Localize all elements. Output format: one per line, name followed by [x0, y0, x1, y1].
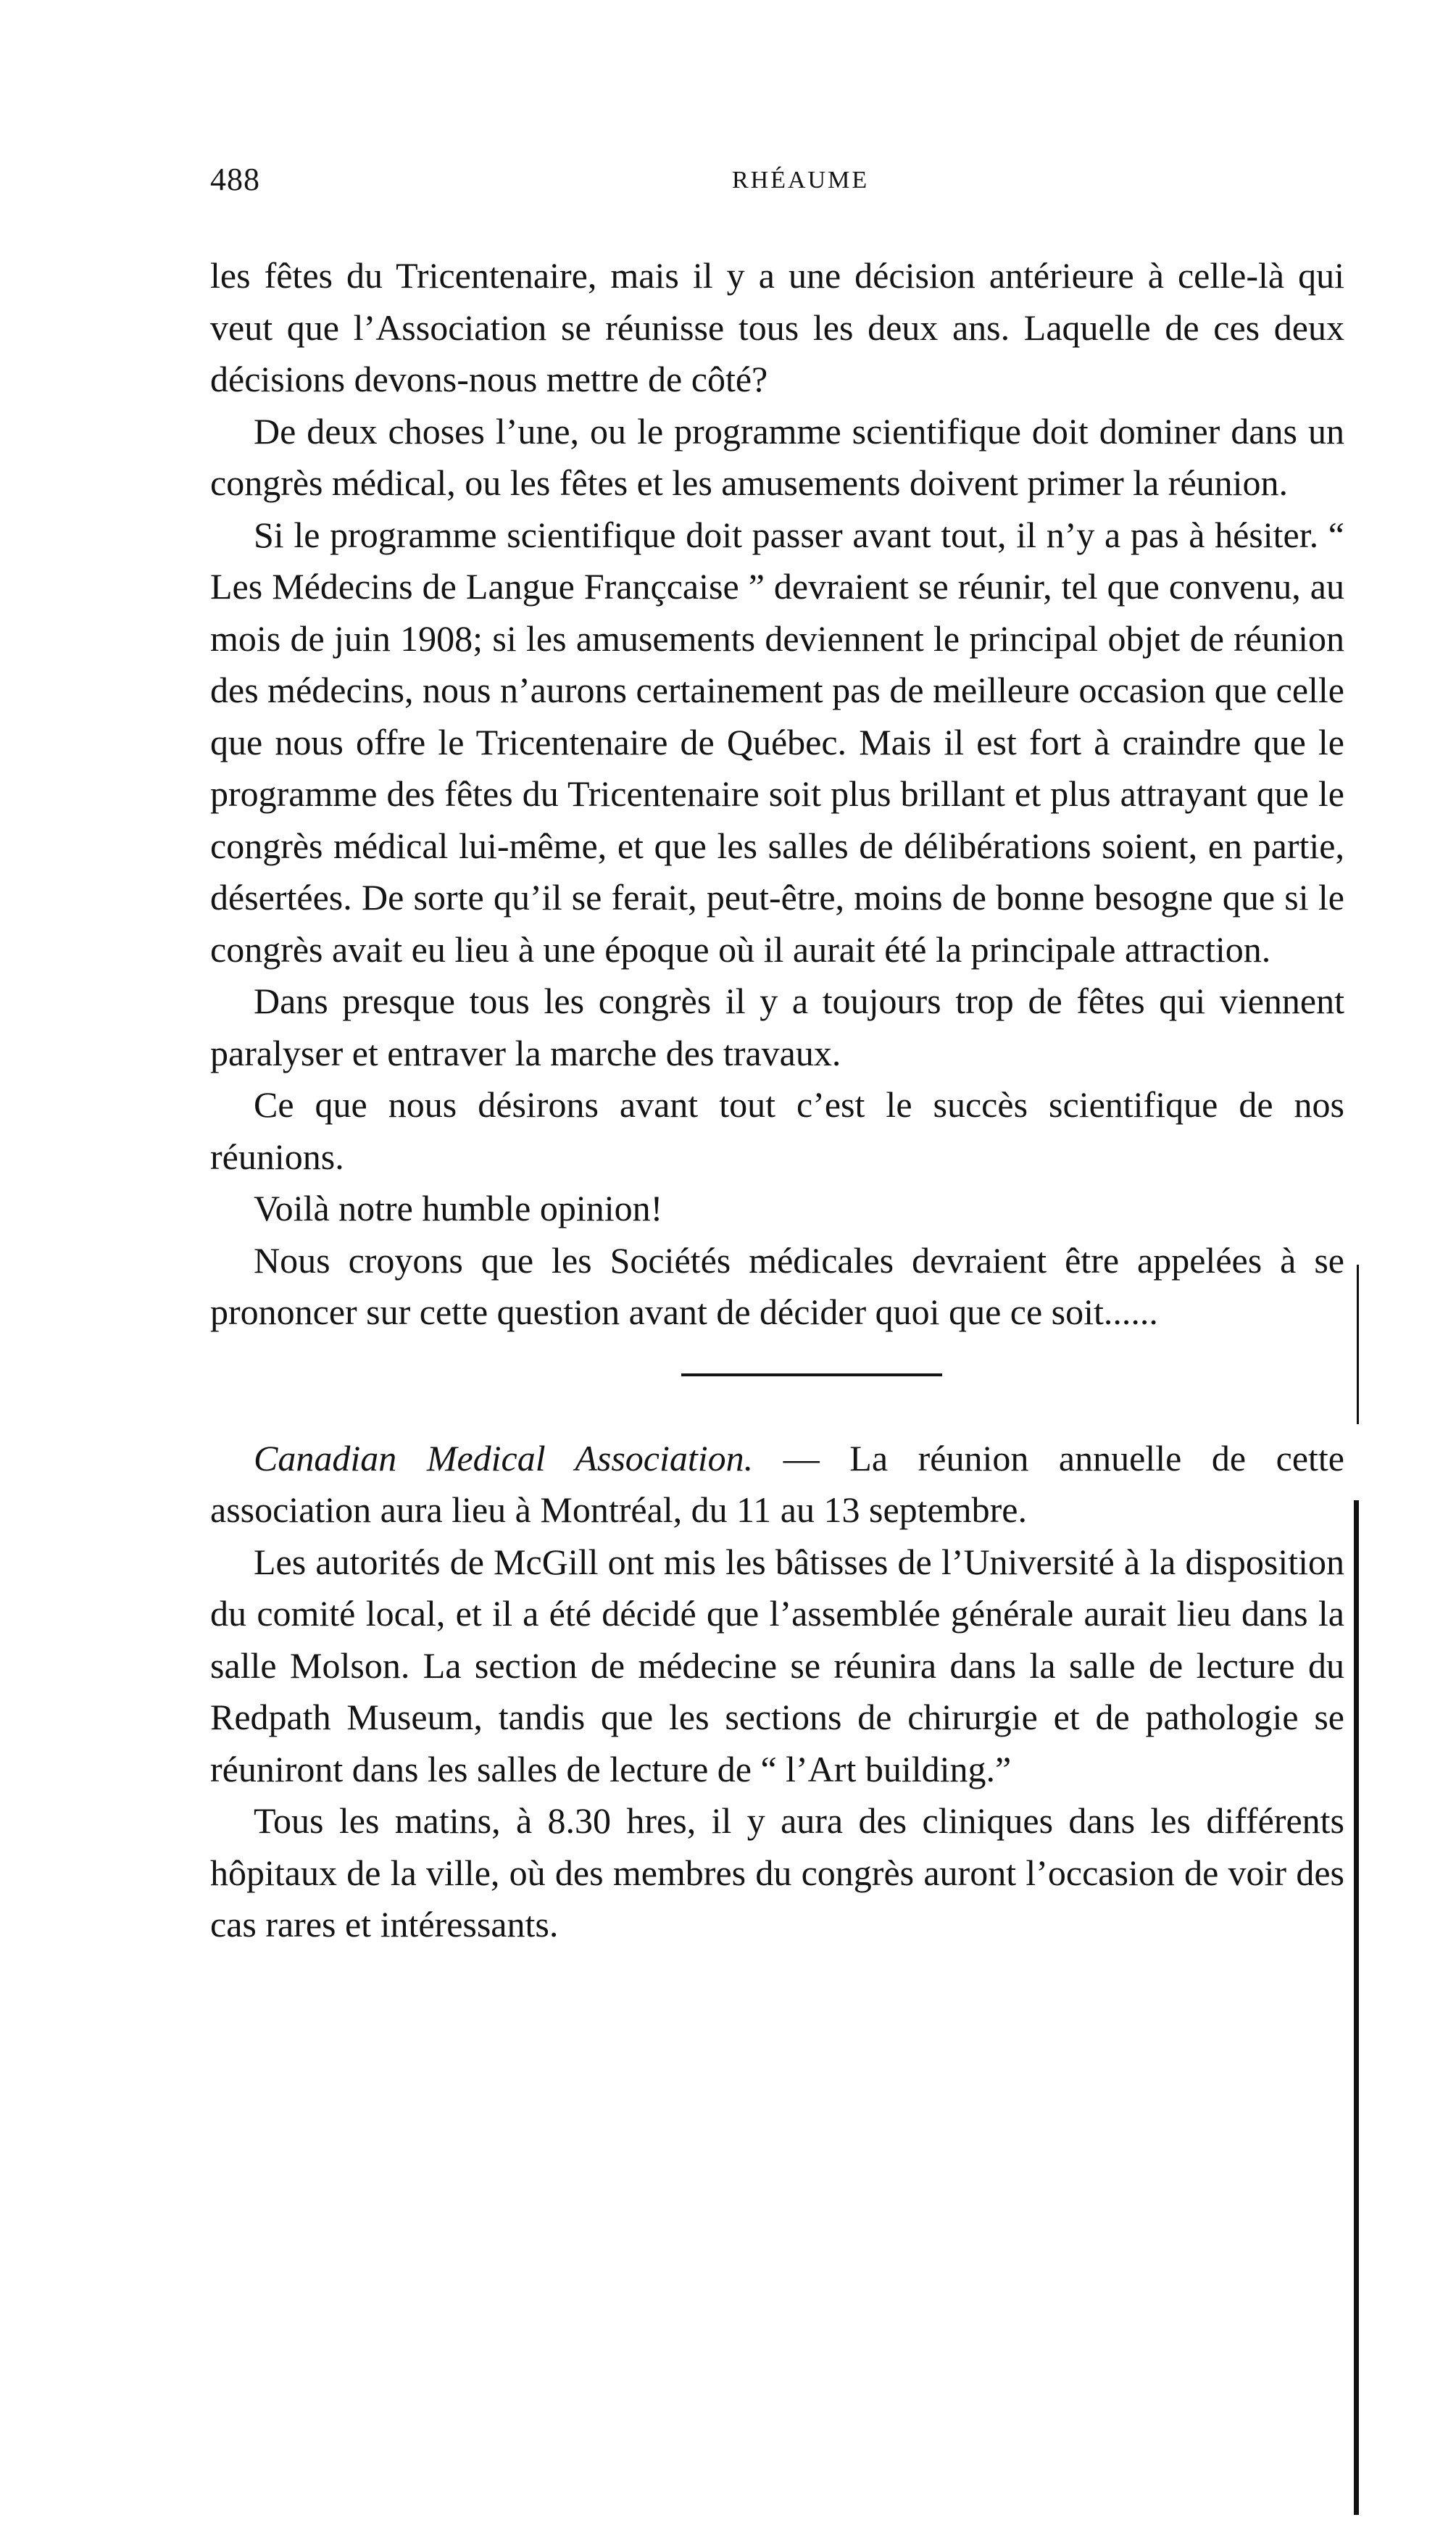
scan-edge-shadow-top — [1357, 1265, 1359, 1424]
page-header — [210, 161, 1355, 204]
paragraph-humble-opinion: Voilà notre humble opinion! — [254, 1188, 663, 1228]
scan-edge-shadow — [1354, 1500, 1359, 2515]
paragraph-canadian-medical-association — [210, 1433, 1344, 1536]
page-number: 488 — [210, 162, 260, 197]
paragraph-clinics: Tous les matins, à 8.30 hres, il y aura des cliniques dans les différents hôpitaux de la ville, où des membres du congrès auront l’occasion de voir des cas rares et intéressants. — [210, 1800, 1344, 1945]
paragraph-mcgill-buildings: Les autorités de McGill ont mis les bâtisses de l’Université à la disposition du comité local, et il a été décidé que l’assemblée générale aurait lieu dans la salle Molson. La section de médecine se réunira dans la salle de lecture du Redpath Museum, tandis que les sections de chirurgie et de pathologie se réuniront dans les salles de lecture de “ l’Art building.” — [210, 1541, 1344, 1789]
body-text — [210, 250, 1344, 1951]
paragraph-scientific-success: Ce que nous désirons avant tout c’est le succès scientifique de nos réunions. — [210, 1084, 1344, 1177]
paragraph-medical-societies: Nous croyons que les Sociétés médicales devraient être appelées à se prononcer sur cette question avant de décider quoi que ce soit...... — [210, 1239, 1344, 1332]
paragraph-continuation: les fêtes du Tricentenaire, mais il y a une décision antérieure à celle-là qui veut que l’Association se réunisse tous les deux ans. Laquelle de ces deux décisions devons-nous mettre de côté? — [210, 255, 1344, 399]
section-heading-text: — La réunion annuelle de cette association aura lieu à Montréal, du 11 au 13 septembre. — [210, 1437, 1344, 1530]
section-heading: Canadian Medical Association. — [254, 1437, 754, 1479]
paragraph-congress-festivities: Dans presque tous les congrès il y a toujours trop de fêtes qui viennent paralyser et entraver la marche des travaux. — [210, 981, 1344, 1073]
section-divider — [681, 1373, 942, 1376]
paragraph-two-choices: De deux choses l’une, ou le programme scientifique doit dominer dans un congrès médical, ou les fêtes et les amusements doivent primer la réunion. — [210, 410, 1344, 503]
running-title: RHÉAUME — [732, 167, 870, 194]
paragraph-scientific-program: Si le programme scientifique doit passer avant tout, il n’y a pas à hésiter. “ Les Médecins de Langue Françcaise ” devraient se réunir, tel que convenu, au mois de juin 1908; si les amusements deviennent le principal objet de réunion des médecins, nous n’aurons certainement pas de meilleure occasion que celle que nous offre le Tricentenaire de Québec. Mais il est fort à craindre que le programme des fêtes du Tricentenaire soit plus brillant et plus attrayant que le congrès médical lui-même, et que les salles de délibérations soient, en partie, désertées. De sorte qu’il se ferait, peut-être, moins de bonne besogne que si le congrès avait eu lieu à une époque où il aurait été la principale attraction. — [210, 514, 1344, 970]
